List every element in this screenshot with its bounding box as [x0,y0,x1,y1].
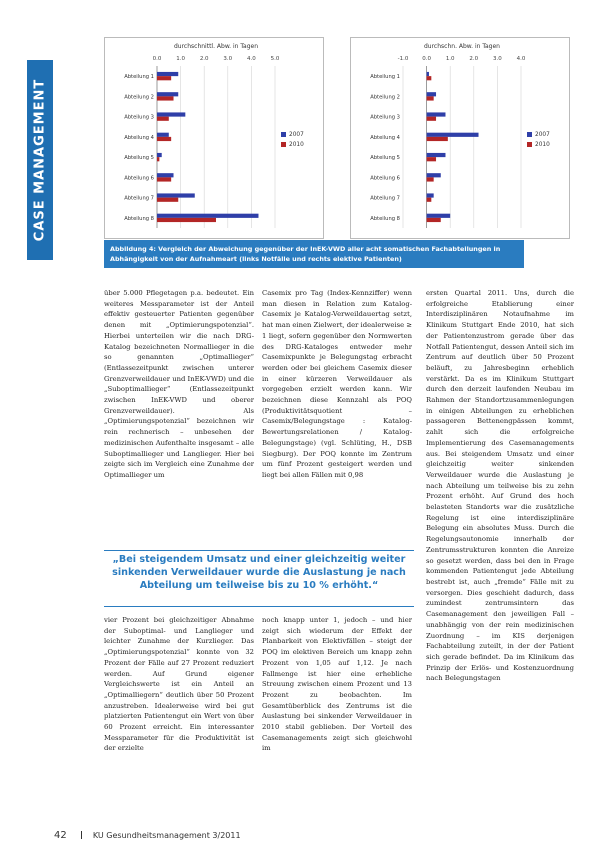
bar-2010 [427,177,434,181]
bar-2007 [427,112,446,116]
category-label: Abteilung 5 [124,155,154,162]
category-label: Abteilung 8 [370,215,400,222]
pull-quote: „Bei steigendem Umsatz und einer gleichzeitig weiter sinkenden Verweildauer wurde die Auslastung je nach Abteilung um teilweise bis zu 10 % erhöht.“ [112,554,406,591]
category-label: Abteilung 7 [370,195,400,202]
column-2-top [262,288,412,550]
bar-2007 [427,214,451,218]
bar-2007 [157,173,174,177]
x-tick-label: 0.0 [422,56,431,62]
column-2-bottom [262,615,412,823]
x-tick-label: 1.0 [176,56,185,62]
bar-2007 [427,133,479,137]
bar-2007 [157,193,195,197]
category-label: Abteilung 1 [124,74,154,81]
column-3-text: ersten Quartal 2011. Uns, durch die erfolgreiche Etablierung einer Interdisziplinären Notaufnahme im Klinikum Stuttgart Ende 2010, hat sich der Patientenzustrom gerade über das Notfall Patientengut, dessen Anteil sich im Zentrum auf deutlich über 50 Prozent beläuft, zu Jahresbeginn erheblich verstärkt. Da es im Klinikum Stuttgart durch den derzeit laufenden Neubau im Rahmen der Standortzusammenlegungen in einigen Abteilungen zu erheblichen passageren Bettenengpässen kommt, zahlt sich die erfolgreiche Implementierung des Casemanagements aus. Bei steigendem Umsatz und einer gleichzeitig weiter sinkenden Verweildauer wurde die Auslastung je nach Abteilung um teilweise bis zu zehn Prozent erhöht. Auf Grund des hoch belasteten Standorts war die zusätzliche Regelung ist eine interdisziplinäre Belegung ein absolutes Muss. Durch die Regelungsautonomie innerhalb der Zentrumsstrukturen konnten die Anreize so gesetzt werden, dass bei den in Frage kommenden Patientengut jede Abteilung bestrebt ist, auch „fremde“ Fälle mit zu versorgen. Dies geschieht dadurch, dass zumindest zentrumsintern das Casemanagement den jeweiligen Fall – unabhängig von der rein medizinischen Zuordnung – im KIS derjenigen Fachabteilung zuteilt, in der der Patient sich gerade befindet. Da im Klinikum das Prinzip der Erlös- und Kostenzuordnung nach Belegungstagen [426,289,574,683]
category-label: Abteilung 3 [124,114,154,121]
chart-right [350,37,570,239]
x-tick-label: 1.0 [445,56,455,62]
legend-label: 2007 [289,132,304,138]
chart-left-svg [105,38,323,238]
legend-swatch [527,132,532,137]
x-tick-label: 3.0 [223,56,233,62]
column-2-bottom-text: noch knapp unter 1, jedoch – und hier zeigt sich wiederum der Effekt der Planbarkeit von Elektivfällen – steigt der POQ im elektiven Bereich um knapp zehn Prozent von 1,05 auf 1,12. Je nach Fallmenge ist hier eine erhebliche Streuung zwischen einem Prozent und 13 Prozent zu beobachten. Im Gesamtüberblick des Zentrums ist die Auslastung bei sinkender Verweildauer in 2010 stabil geblieben. Der Vorteil des Casemanagements zeigt sich gleichwohl im [262,616,412,753]
figure-caption: Abbildung 4: Vergleich der Abweichung gegenüber der InEK-VWD aller acht somatischen Fachabteilungen in Abhängigkeit von der Aufnahmeart (links Notfälle und rechts elektive Patienten) [104,240,524,268]
bar-2007 [427,153,446,157]
x-tick-label: 3.0 [493,56,502,62]
column-1-bottom-text: vier Prozent bei gleichzeitiger Abnahme der Suboptimal- und Langlieger und leichter Zunahme der Kurzlieger. Das „Optimierungspotenzial“ konnte von 32 Prozent der Fälle auf 27 Prozent reduziert werden. Auf Grund eigener Vergleichswerte ist ein Anteil an „Optimalliegern“ deutlich über 50 Prozent anzustreben. Idealerweise wird bei gut platzierten Patientengut ein Wert von über 60 Prozent erreicht. Ein interessanter Messparameter für die Produktivität ist der erzielte [104,616,254,753]
x-tick-label: -1.0 [397,56,409,62]
x-tick-label: 2.0 [199,56,209,62]
category-label: Abteilung 8 [124,215,154,222]
chart-title: durchschn. Abw. in Tagen [423,43,501,50]
category-label: Abteilung 3 [370,114,400,121]
x-tick-label: 4.0 [516,56,526,62]
bar-2010 [427,218,441,222]
bar-2007 [427,193,434,197]
category-label: Abteilung 6 [124,175,154,182]
bar-2010 [157,157,159,161]
chart-title: durchschnittl. Abw. in Tagen [173,43,259,50]
bar-2010 [427,198,432,202]
bar-2010 [427,137,448,141]
bar-2007 [157,133,169,137]
bar-2007 [157,214,258,218]
bar-2010 [157,137,171,141]
column-3 [426,288,574,823]
pull-quote-rule-bottom [104,606,414,607]
x-tick-label: 0.0 [152,56,162,62]
column-2-top-text: Casemix pro Tag (Index-Kennziffer) wenn man diesen in Relation zum Katalog-Casemix je Katalog-Verweildauertag setzt, hat man einen Zielwert, der idealerweise ≥ 1 liegt, sofern gegenüber den Normwerten des DRG-Kataloges entweder mehr Casemixpunkte je Belegungstag erbracht werden oder bei gleichem Casemix dieser in einer kürzeren Verweildauer als vorgegeben erzielt werden kann. Wir bezeichnen diese Kennzahl als POQ (Produktivitätsquotient – Casemix/Belegungstage : Katalog-Bewertungsrelationen / Katalog-Belegungstage) (vgl. Schlüting, H., DSB Siegburg). Der POQ konnte im Zentrum um fünf Prozent gesteigert werden und liegt bei allen Fällen mit 0,98 [262,289,412,479]
bar-2010 [427,96,434,100]
chart-left [104,37,324,239]
bar-2010 [427,117,436,121]
page-footer [54,830,241,841]
bar-2007 [427,72,429,76]
column-1-bottom [104,615,254,823]
bar-2010 [157,76,171,80]
category-label: Abteilung 2 [124,94,154,101]
x-tick-label: 4.0 [247,56,256,62]
bar-2010 [157,198,178,202]
section-tab-label: CASE MANAGEMENT [32,78,48,242]
bar-2010 [427,157,436,161]
category-label: Abteilung 4 [370,134,400,141]
category-label: Abteilung 1 [370,74,400,81]
category-label: Abteilung 2 [370,94,400,101]
section-tab [27,60,53,260]
bar-2007 [157,92,178,96]
category-label: Abteilung 7 [124,195,154,202]
bar-2007 [427,92,436,96]
column-1-top-text: über 5.000 Pflegetagen p.a. bedeutet. Ein weiteres Messparameter ist der Anteil effektiv gesteuerter Patienten gegenüber denen mit „Optimierungspotenzial“. Hierbei unterteilen wir die nach DRG-Katalog bezeichneten Normallieger in die so genannten „Optimallieger“ (Entlassezeitpunkt zwischen unterer Grenzverweildauer und InEK-VWD) und die „Suboptimallieger“ (Entlassezeitpunkt zwischen InEK-VWD und oberer Grenzverweildauer). Als „Optimierungspotenzial“ bezeichnen wir rein rechnerisch – unbesehen der medizinischen Aufenthalte insgesamt – alle Suboptimallieger und Langlieger. Hier bei zeigte sich im Vergleich eine Zunahme der Optimallieger um [104,289,254,479]
category-label: Abteilung 4 [124,134,154,141]
x-tick-label: 5.0 [270,56,280,62]
category-label: Abteilung 6 [370,175,400,182]
bar-2007 [427,173,441,177]
legend-label: 2007 [535,132,550,138]
legend-label: 2010 [289,142,304,148]
page-number: 42 [54,830,67,841]
bar-2010 [157,177,171,181]
bar-2007 [157,72,178,76]
legend-label: 2010 [535,142,550,148]
x-tick-label: 2.0 [469,56,479,62]
pull-quote-rule-top [104,550,414,551]
column-1-top [104,288,254,550]
footer-divider [81,831,82,839]
bar-2010 [157,117,169,121]
category-label: Abteilung 5 [370,155,400,162]
bar-2010 [157,96,174,100]
bar-2007 [157,112,185,116]
legend-swatch [527,142,532,147]
bar-2010 [157,218,216,222]
bar-2007 [157,153,162,157]
legend-swatch [281,132,286,137]
publication-name: KU Gesundheitsmanagement 3/2011 [92,831,241,840]
bar-2010 [427,76,432,80]
chart-right-svg [351,38,569,238]
legend-swatch [281,142,286,147]
